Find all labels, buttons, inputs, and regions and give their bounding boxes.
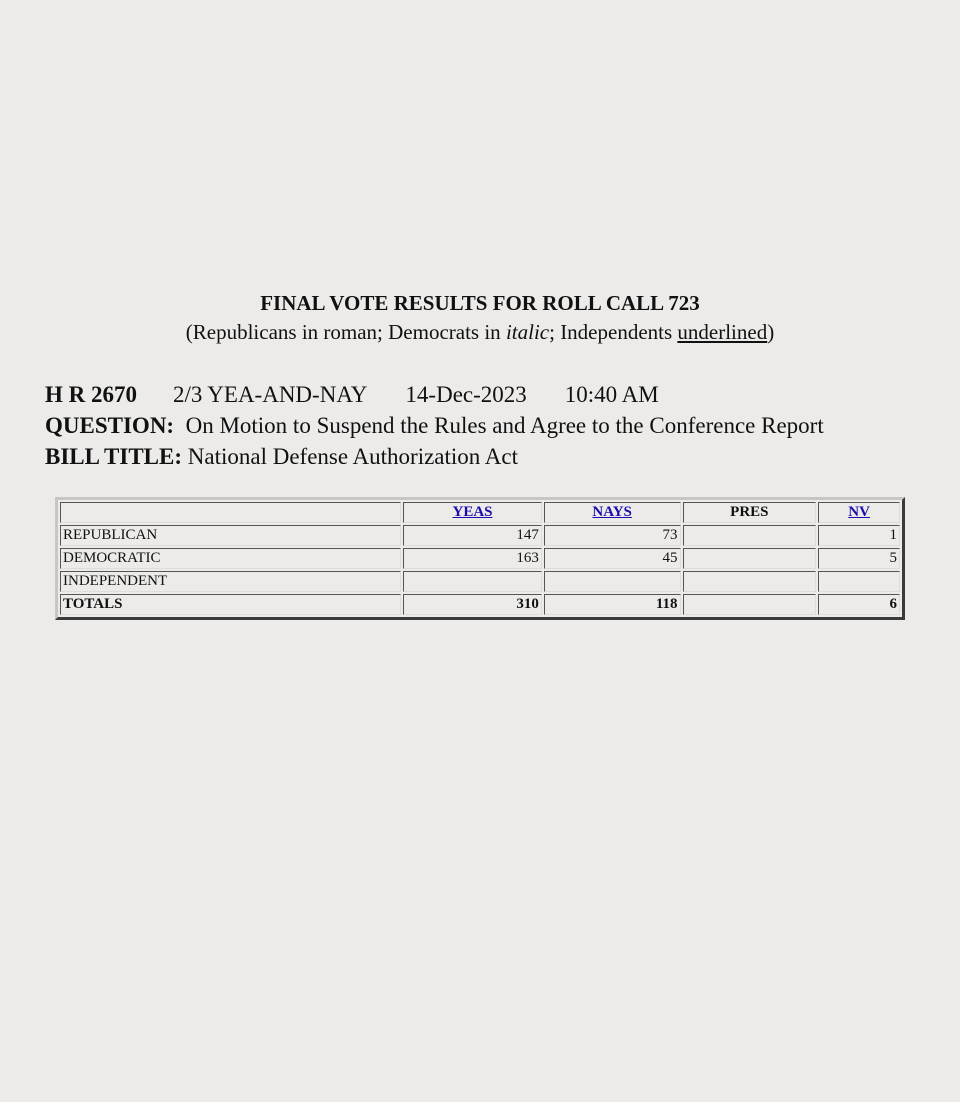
totals-row bbox=[60, 594, 900, 615]
pres-cell bbox=[683, 525, 817, 546]
table-row bbox=[60, 571, 900, 592]
yeas-link[interactable]: YEAS bbox=[452, 504, 493, 520]
yeas-cell bbox=[403, 571, 542, 592]
legend-part-open: (Republicans in roman; Democrats in bbox=[185, 320, 506, 344]
question-text: On Motion to Suspend the Rules and Agree to the Conference Report bbox=[185, 413, 824, 438]
legend-underlined: underlined bbox=[677, 320, 768, 344]
table-header-row bbox=[60, 502, 900, 523]
bill-title-row bbox=[45, 441, 824, 472]
legend-part-mid: ; Independents bbox=[549, 320, 678, 344]
party-legend bbox=[0, 317, 960, 347]
nv-link[interactable]: NV bbox=[848, 504, 870, 520]
nv-cell: 5 bbox=[818, 548, 900, 569]
nays-cell bbox=[544, 571, 681, 592]
header-pres: PRES bbox=[683, 502, 817, 523]
vote-results-table bbox=[55, 497, 905, 620]
nays-cell: 118 bbox=[544, 594, 681, 615]
party-cell: REPUBLICAN bbox=[60, 525, 401, 546]
bill-title-label: BILL TITLE: bbox=[45, 444, 183, 469]
nays-cell: 73 bbox=[544, 525, 681, 546]
vote-date: 14-Dec-2023 bbox=[405, 382, 527, 407]
nv-cell: 6 bbox=[818, 594, 900, 615]
pres-cell bbox=[683, 548, 817, 569]
header-yeas bbox=[403, 502, 542, 523]
yeas-cell: 163 bbox=[403, 548, 542, 569]
table-row bbox=[60, 525, 900, 546]
legend-part-close: ) bbox=[767, 320, 775, 344]
header bbox=[0, 289, 960, 347]
question-label: QUESTION: bbox=[45, 413, 175, 438]
legend-italic: italic bbox=[505, 320, 550, 344]
party-cell: INDEPENDENT bbox=[60, 571, 401, 592]
bill-title-text: National Defense Authorization Act bbox=[187, 444, 518, 469]
yeas-cell: 310 bbox=[403, 594, 542, 615]
pres-cell bbox=[683, 571, 817, 592]
vote-type: 2/3 YEA-AND-NAY bbox=[173, 382, 368, 407]
vote-time: 10:40 AM bbox=[564, 382, 659, 407]
nv-cell: 1 bbox=[818, 525, 900, 546]
page-title: FINAL VOTE RESULTS FOR ROLL CALL 723 bbox=[260, 291, 700, 315]
header-party bbox=[60, 502, 401, 523]
nv-cell bbox=[818, 571, 900, 592]
header-nv bbox=[818, 502, 900, 523]
question-row bbox=[45, 410, 824, 441]
nays-link[interactable]: NAYS bbox=[592, 504, 632, 520]
pres-cell bbox=[683, 594, 817, 615]
header-nays bbox=[544, 502, 681, 523]
yeas-cell: 147 bbox=[403, 525, 542, 546]
party-cell: DEMOCRATIC bbox=[60, 548, 401, 569]
vote-table bbox=[58, 500, 902, 617]
bill-number: H R 2670 bbox=[45, 382, 137, 407]
nays-cell: 45 bbox=[544, 548, 681, 569]
vote-info-row bbox=[45, 379, 824, 410]
vote-metadata bbox=[45, 379, 824, 472]
party-cell: TOTALS bbox=[60, 594, 401, 615]
table-row bbox=[60, 548, 900, 569]
